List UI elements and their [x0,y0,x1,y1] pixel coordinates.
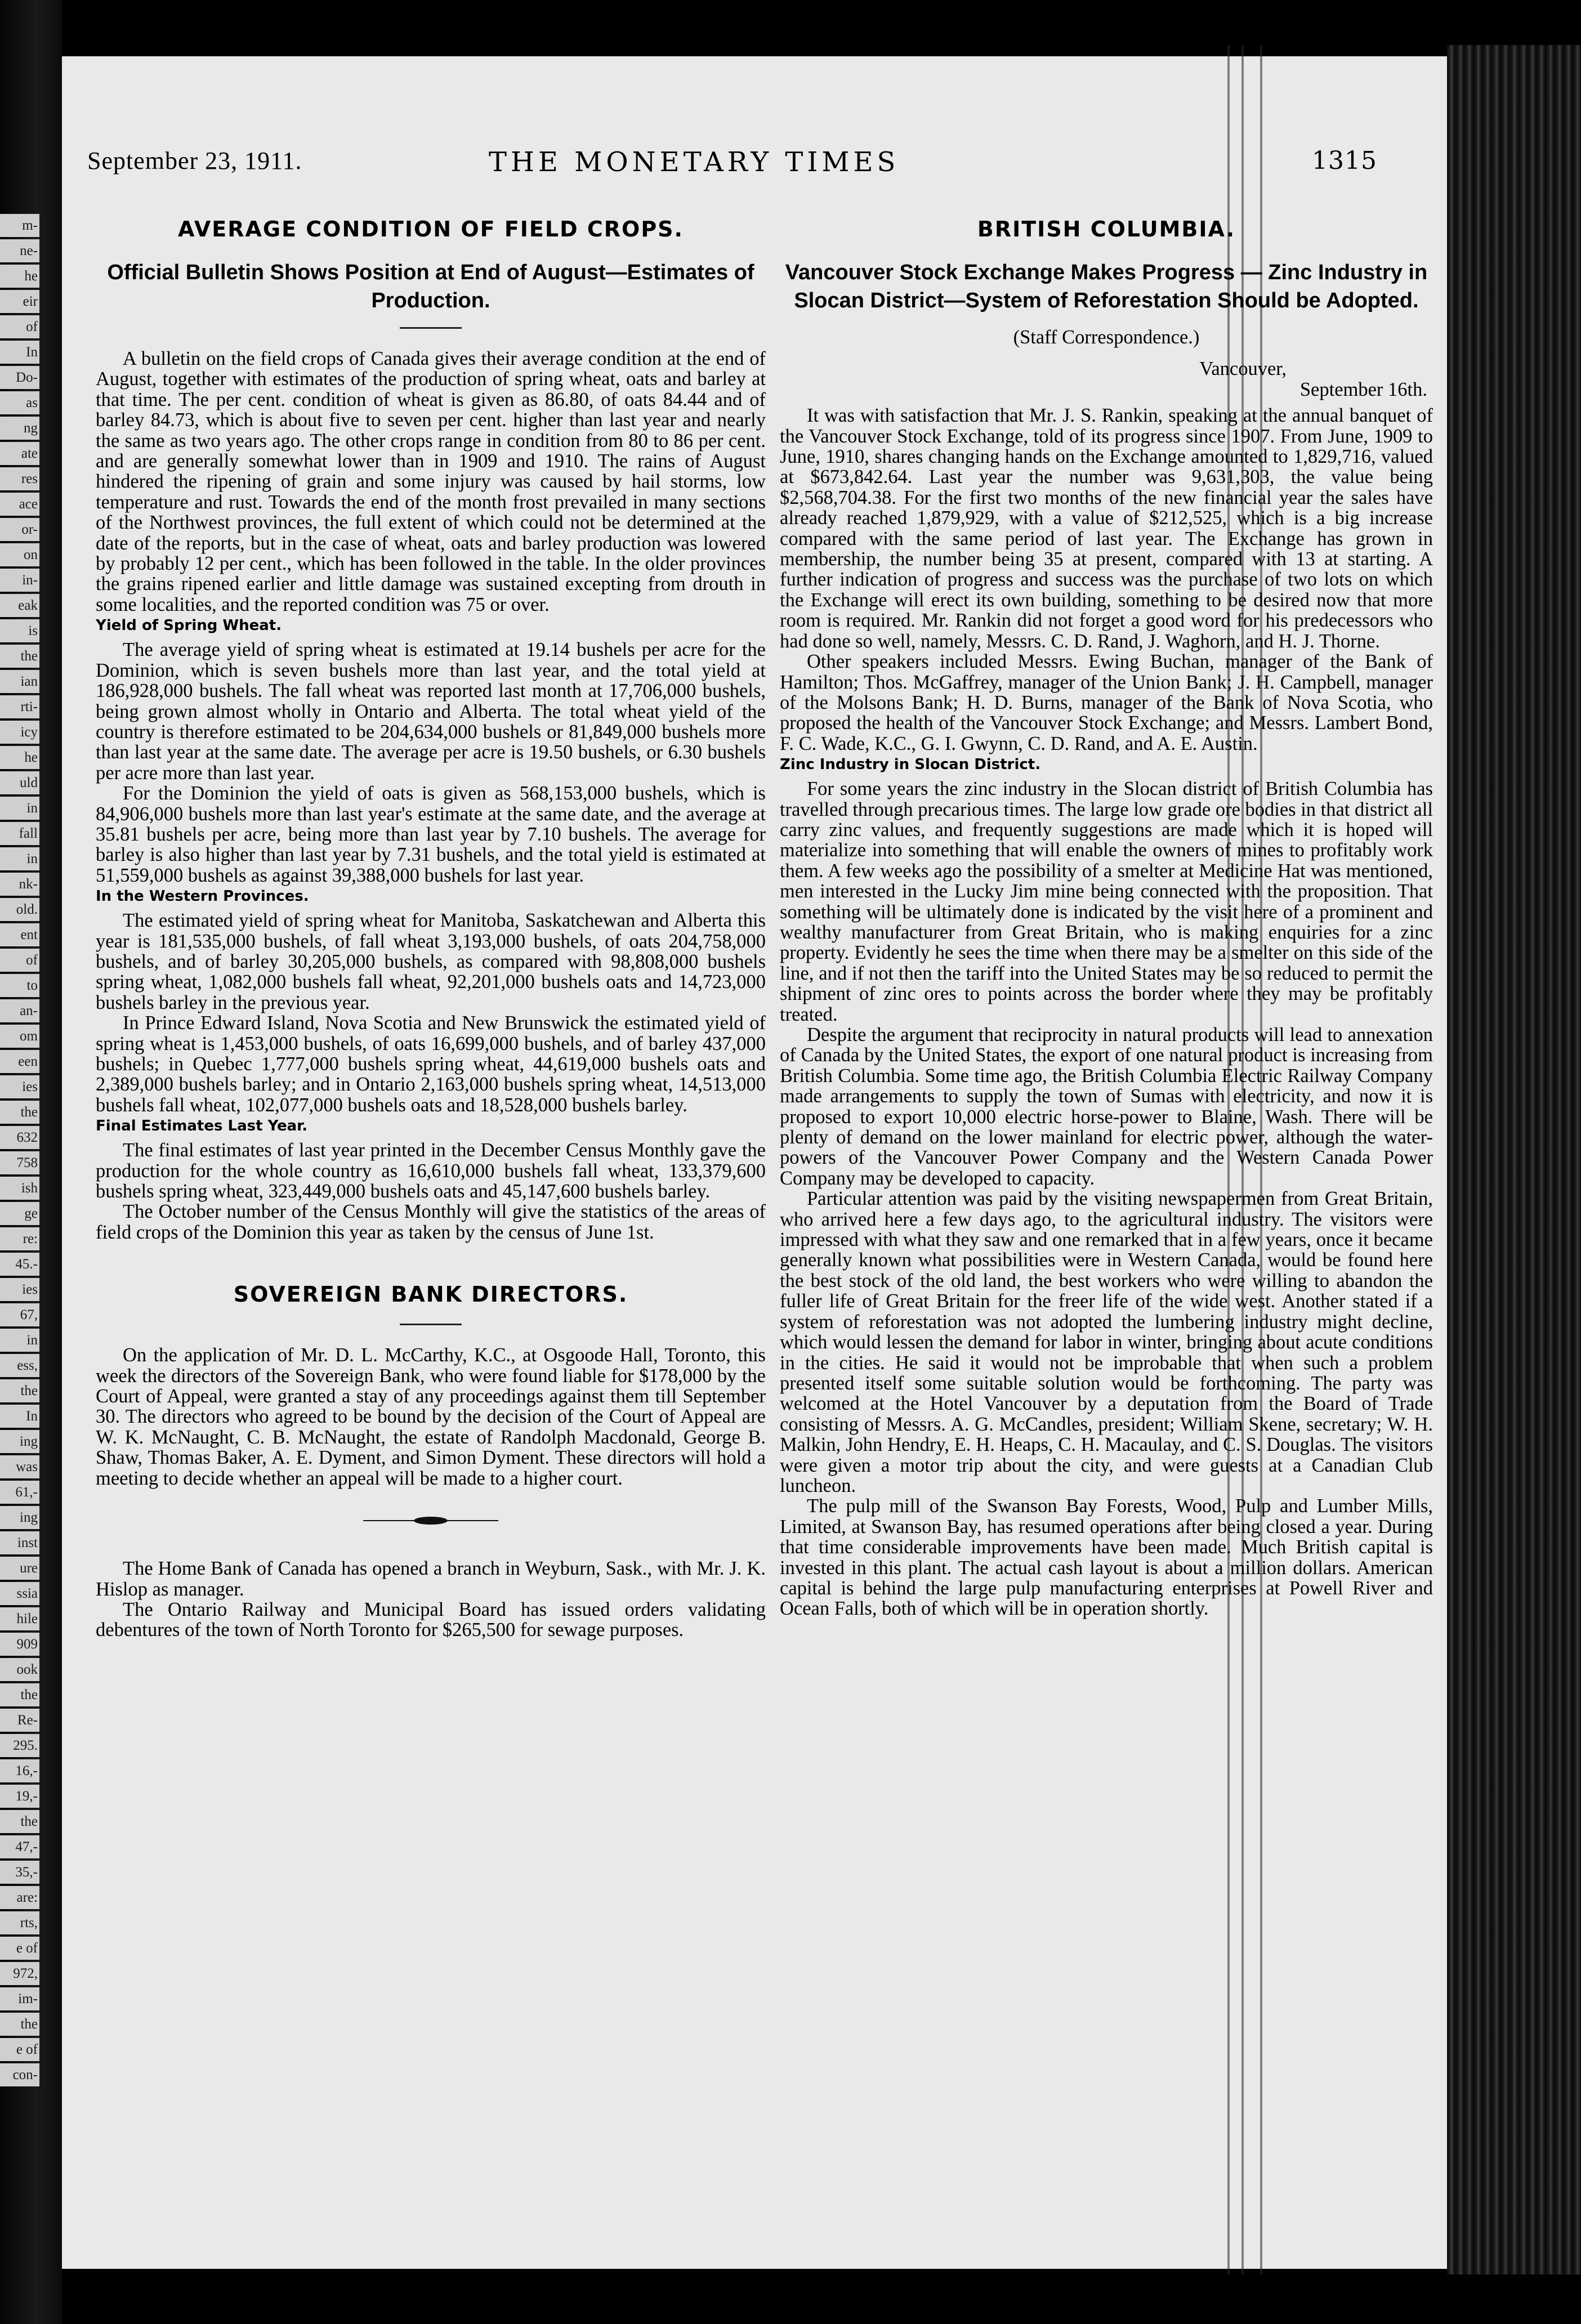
right-column [780,208,1433,1619]
previous-page-fragment: ing [0,1506,39,1529]
ornament-divider [363,1517,498,1525]
previous-page-fragment: nk- [0,873,39,896]
paragraph: On the application of Mr. D. L. McCarthy, K.C., at Osgoode Hall, Toronto, this week the directors of the Sovereign Bank, who were found liable for $178,000 by the Court of Appeal, were granted a stay of any proceedings against them till September 30. The directors who agreed to be bound by the decision of the Court of Appeal are W. K. McNaught, C. B. McNaught, the estate of Randolph Macdonald, George B. Shaw, Thomas Baker, A. E. Dyment, and Simon Dyment. These directors will hold a meeting to decide whether an appeal will be made to a higher court. [96,1344,766,1489]
previous-page-fragment: om [0,1025,39,1048]
previous-page-fragment: 909 [0,1633,39,1656]
dateline: September 16th. [1299,378,1427,400]
section-heading: In the Western Provinces. [96,888,309,905]
paragraph: For the Dominion the yield of oats is given as 568,153,000 bushels, which is 84,906,000 bushels more than last year's estimate at the same date, and the average at 35.81 bushels per acre, being more than last year by 7.10 bushels. The average for barley is also higher than last year by 7.31 bushels, and the total yield is estimated at 51,559,000 bushels as against 39,388,000 bushels for last year. [96,783,766,886]
previous-page-fragment: 758 [0,1151,39,1174]
previous-page-fragment: of [0,315,39,338]
previous-page-fragment: ook [0,1658,39,1681]
previous-page-fragment: in [0,1329,39,1352]
previous-page-fragment: ng [0,417,39,440]
section-heading: Zinc Industry in Slocan District. [780,756,1041,774]
previous-page-fragment: is [0,619,39,642]
paragraph: A bulletin on the field crops of Canada gives their average condition at the end of August, together with estimates of the production of spring wheat, oats and barley at that time. The per cent. condition of wheat is given as 86.80, of oats 84.44 and of barley 84.73, which is about five to seven per cent. higher than last year and nearly the same as two years ago. The other crops range in condition from 80 to 86 per cent. and are generally somewhat lower than in 1909 and 1910. The rains of August hindered the ripening of grain and some injury was caused by hail storms, low temperature and rust. Towards the end of the month frost prevailed in many sections of the Northwest provinces, the full extent of which could not be determined at the date of the reports, but in the case of wheat, oats and barley production was lowered by probably 12 per cent., which has been followed in the table. In the older provinces the grains ripened earlier and little damage was sustained excepting from drouth in some localities, and the reported condition was 75 or over. [96,348,766,615]
previous-page-fragment: ian [0,670,39,693]
previous-page-fragment: ure [0,1557,39,1580]
previous-page-edge-text [0,214,39,2128]
previous-page-fragment: ess, [0,1354,39,1377]
article-headline: AVERAGE CONDITION OF FIELD CROPS. [178,217,684,242]
paragraph: The pulp mill of the Swanson Bay Forests, Wood, Pulp and Lumber Mills, Limited, at Swanson Bay, has resumed operations after being closed a year. During that time considerable improvements have been made. Much British capital is invested in this plant. The actual cash layout is about a million dollars. American capital is behind the large pulp manufacturing enterprises at Powell River and Ocean Falls, both of which will be in operation shortly. [780,1495,1433,1620]
previous-page-fragment: rti- [0,695,39,718]
previous-page-fragment: the [0,1683,39,1706]
previous-page-fragment: e of [0,1937,39,1960]
paragraph: The average yield of spring wheat is estimated at 19.14 bushels per acre for the Dominion, which is seven bushels more than last year, and the total yield at 186,928,000 bushels. The fall wheat was reported last month at 17,706,000 bushels, being grown almost wholly in Ontario and Alberta. The total wheat yield of the country is therefore estimated to be 204,634,000 bushels or 81,849,000 bushels more than last year at the same date. The average per acre is 19.50 bushels, or 6.30 bushels per acre more than last year. [96,639,766,784]
previous-page-fragment: ace [0,493,39,516]
paragraph: Other speakers included Messrs. Ewing Buchan, manager of the Bank of Hamilton; Thos. McGaffrey, manager of the Union Bank; J. H. Campbell, manager of the Molsons Bank; H. D. Burns, manager of the Bank of Nova Scotia, who proposed the health of the Vancouver Stock Exchange; and Messrs. Lambert Bond, F. C. Wade, K.C., G. I. Gwynn, C. D. Rand, and A. E. Austin. [780,651,1433,754]
paragraph: The Home Bank of Canada has opened a branch in Weyburn, Sask., with Mr. J. K. Hislop as manager. [96,1558,766,1600]
previous-page-fragment: icy [0,721,39,744]
previous-page-fragment: m- [0,214,39,237]
previous-page-fragment: re: [0,1227,39,1250]
previous-page-fragment: the [0,2013,39,2036]
previous-page-fragment: as [0,391,39,414]
divider [400,1324,462,1325]
paragraph: In Prince Edward Island, Nova Scotia and New Brunswick the estimated yield of spring wheat is 1,453,000 bushels, of oats 16,699,000 bushels, and of barley 437,000 bushels; in Quebec 1,777,000 bushels spring wheat, 44,619,000 bushels oats and 2,389,000 bushels barley; and in Ontario 2,163,000 bushels spring wheat, 14,513,000 bushels fall wheat, 102,077,000 bushels oats and 18,528,000 bushels barley. [96,1012,766,1116]
byline: (Staff Correspondence.) [1013,327,1200,348]
previous-page-fragment: In [0,1405,39,1428]
previous-page-fragment: Re- [0,1709,39,1732]
previous-page-fragment: 45.- [0,1253,39,1276]
article-subheadline: Official Bulletin Shows Position at End of August—Estimates of Production. [107,261,754,312]
previous-page-fragment: the [0,1101,39,1124]
previous-page-fragment: rts, [0,1911,39,1934]
previous-page-fragment: 35,- [0,1861,39,1884]
paragraph: It was with satisfaction that Mr. J. S. Rankin, speaking at the annual banquet of the Vancouver Stock Exchange, told of its progress since 1907. From June, 1909 to June, 1910, shares changing hands on the Exchange amounted to 1,829,716, valued at $673,842.64. Last year the number was 9,631,303, the value being $2,568,704.38. For the first two months of the new financial year the sales have already reached 1,879,929, with a value of $212,525, which is a big increase compared with the same period of last year. The Exchange has grown in membership, the number being 35 at present, compared with 13 at starting. A further indication of progress and success was the purchase of two lots on which the Exchange will erect its own building, something to be desired now that more room is required. Mr. Rankin did not forget a good word for his predecessors who had done so well, namely, Messrs. C. D. Rand, J. Waghorn, and H. J. Thorne. [780,405,1433,652]
previous-page-fragment: e of [0,2038,39,2061]
masthead-title: THE MONETARY TIMES [489,146,900,178]
previous-page-fragment: ies [0,1278,39,1301]
previous-page-fragment: ing [0,1430,39,1453]
previous-page-fragment: hile [0,1607,39,1630]
previous-page-fragment: fall [0,822,39,845]
previous-page-fragment: 972, [0,1962,39,1985]
paragraph: For some years the zinc industry in the Slocan district of British Columbia has travelled through precarious times. The large low grade ore bodies in that district all carry zinc values, and frequently suggestions are made which it is hoped will materialize into something that will enable the owners of mines to profitably work them. A few weeks ago the possibility of a smelter at Medicine Hat was mentioned, men interested in the Lucky Jim mine being connected with the proposition. That something will be ultimately done is indicated by the visit here of a prominent and wealthy manufacturer from Great Britain, who is making enquiries for a zinc property. Evidently he sees the time when there may be a smelter on this side of the line, and if not then the tariff into the United States may be so reduced to permit the shipment of zinc ores to points across the border where they may be profitably treated. [780,778,1433,1025]
previous-page-fragment: 61,- [0,1481,39,1504]
previous-page-fragment: In [0,341,39,364]
previous-page-fragment: een [0,1050,39,1073]
previous-page-fragment: an- [0,999,39,1022]
paragraph: The final estimates of last year printed in the December Census Monthly gave the production for the whole country as 16,610,000 bushels fall wheat, 133,379,600 bushels spring wheat, 323,449,000 bushels oats and 45,147,600 bushels barley. [96,1139,766,1203]
previous-page-fragment: ies [0,1075,39,1098]
left-column [96,208,766,1641]
previous-page-fragment: ish [0,1177,39,1200]
previous-page-fragment: are: [0,1886,39,1909]
paragraph: Despite the argument that reciprocity in natural products will lead to annexation of Canada by the United States, the export of one natural product is increasing from British Columbia. Some time ago, the British Columbia Electric Railway Company made arrangements to supply the town of Sumas with electricity, and now it is proposed to export 10,000 electric horse-power to Blaine, Wash. There will be plenty of demand on the lower mainland for electric power, although the water-powers of the Vancouver Power Company and the Western Canada Power Company may be developed to capacity. [780,1024,1433,1189]
previous-page-fragment: eak [0,594,39,617]
paragraph: The October number of the Census Monthly will give the statistics of the areas of field crops of the Dominion this year as taken by the census of June 1st. [96,1201,766,1243]
previous-page-fragment: to [0,974,39,997]
previous-page-fragment: in- [0,569,39,592]
book-page-edges [1447,45,1581,2274]
article-subheadline: Vancouver Stock Exchange Makes Progress — Zinc Industry in Slocan District—System of Reforestation Should be Adopted. [785,261,1428,312]
previous-page-fragment: the [0,1810,39,1833]
previous-page-fragment: 16,- [0,1759,39,1782]
article-headline: BRITISH COLUMBIA. [977,217,1236,242]
previous-page-fragment: uld [0,771,39,794]
previous-page-fragment: or- [0,518,39,541]
previous-page-fragment: im- [0,1987,39,2010]
paragraph: Particular attention was paid by the visiting newspapermen from Great Britain, who arrived here a few days ago, to the agricultural industry. The visitors were impressed with what they saw and one remarked that in a few years, once it became generally known what possibilities were in Western Canada, would be found here the best stock of the old land, the best workers who were willing to abandon the fuller life of Great Britain for the freer life of the wide west. Another stated if a system of reforestation was not adopted the lumbering industry might decline, which would lessen the demand for labor in winter, bringing about acute conditions in the cities. He said it would not be improbable that when such a problem presented itself some suitable solution would be forthcoming. The party was welcomed at the Hotel Vancouver by a deputation from the Board of Trade consisting of Messrs. A. G. McCandles, president; William Skene, secretary; W. H. Malkin, John Hendry, E. H. Heaps, C. H. Macaulay, and C. S. Douglas. The visitors were given a motor trip about the city, and were guests at a Canadian Club luncheon. [780,1188,1433,1496]
previous-page-fragment: old. [0,898,39,921]
previous-page-fragment: con- [0,2063,39,2086]
previous-page-fragment: in [0,797,39,820]
previous-page-fragment: res [0,467,39,490]
previous-page-fragment: ne- [0,239,39,262]
previous-page-fragment: 19,- [0,1785,39,1808]
previous-page-fragment: in [0,847,39,870]
previous-page-fragment: on [0,543,39,566]
issue-date: September 23, 1911. [87,147,302,175]
previous-page-fragment: was [0,1455,39,1478]
divider [400,327,462,329]
previous-page-fragment: he [0,746,39,769]
section-heading: Final Estimates Last Year. [96,1118,308,1135]
previous-page-fragment: 295. [0,1734,39,1757]
previous-page-fragment: Do- [0,366,39,389]
dateline: Vancouver, [1199,358,1287,380]
previous-page-fragment: ge [0,1202,39,1225]
section-heading: Yield of Spring Wheat. [96,617,282,634]
previous-page-fragment: ent [0,923,39,946]
paragraph: The Ontario Railway and Municipal Board has issued orders validating debentures of the town of North Toronto for $265,500 for sewage purposes. [96,1598,766,1641]
previous-page-fragment: of [0,949,39,972]
previous-page-fragment: the [0,645,39,668]
previous-page-fragment: 67, [0,1303,39,1326]
previous-page-fragment: inst [0,1531,39,1554]
previous-page-fragment: ate [0,442,39,465]
page-number: 1315 [1312,146,1377,175]
paragraph: The estimated yield of spring wheat for Manitoba, Saskatchewan and Alberta this year is 181,535,000 bushels, of fall wheat 3,193,000 bushels, of oats 204,758,000 bushels, and of barley 30,205,000 bushels, as compared with 98,808,000 bushels spring wheat, 1,082,000 bushels fall wheat, 92,201,000 bushels oats and 14,723,000 bushels barley in the previous year. [96,910,766,1013]
previous-page-fragment: the [0,1379,39,1402]
article-headline: SOVEREIGN BANK DIRECTORS. [233,1282,628,1307]
previous-page-fragment: 47,- [0,1835,39,1858]
previous-page-fragment: ssia [0,1582,39,1605]
previous-page-fragment: he [0,265,39,288]
previous-page-fragment: eir [0,290,39,313]
previous-page-fragment: 632 [0,1126,39,1149]
